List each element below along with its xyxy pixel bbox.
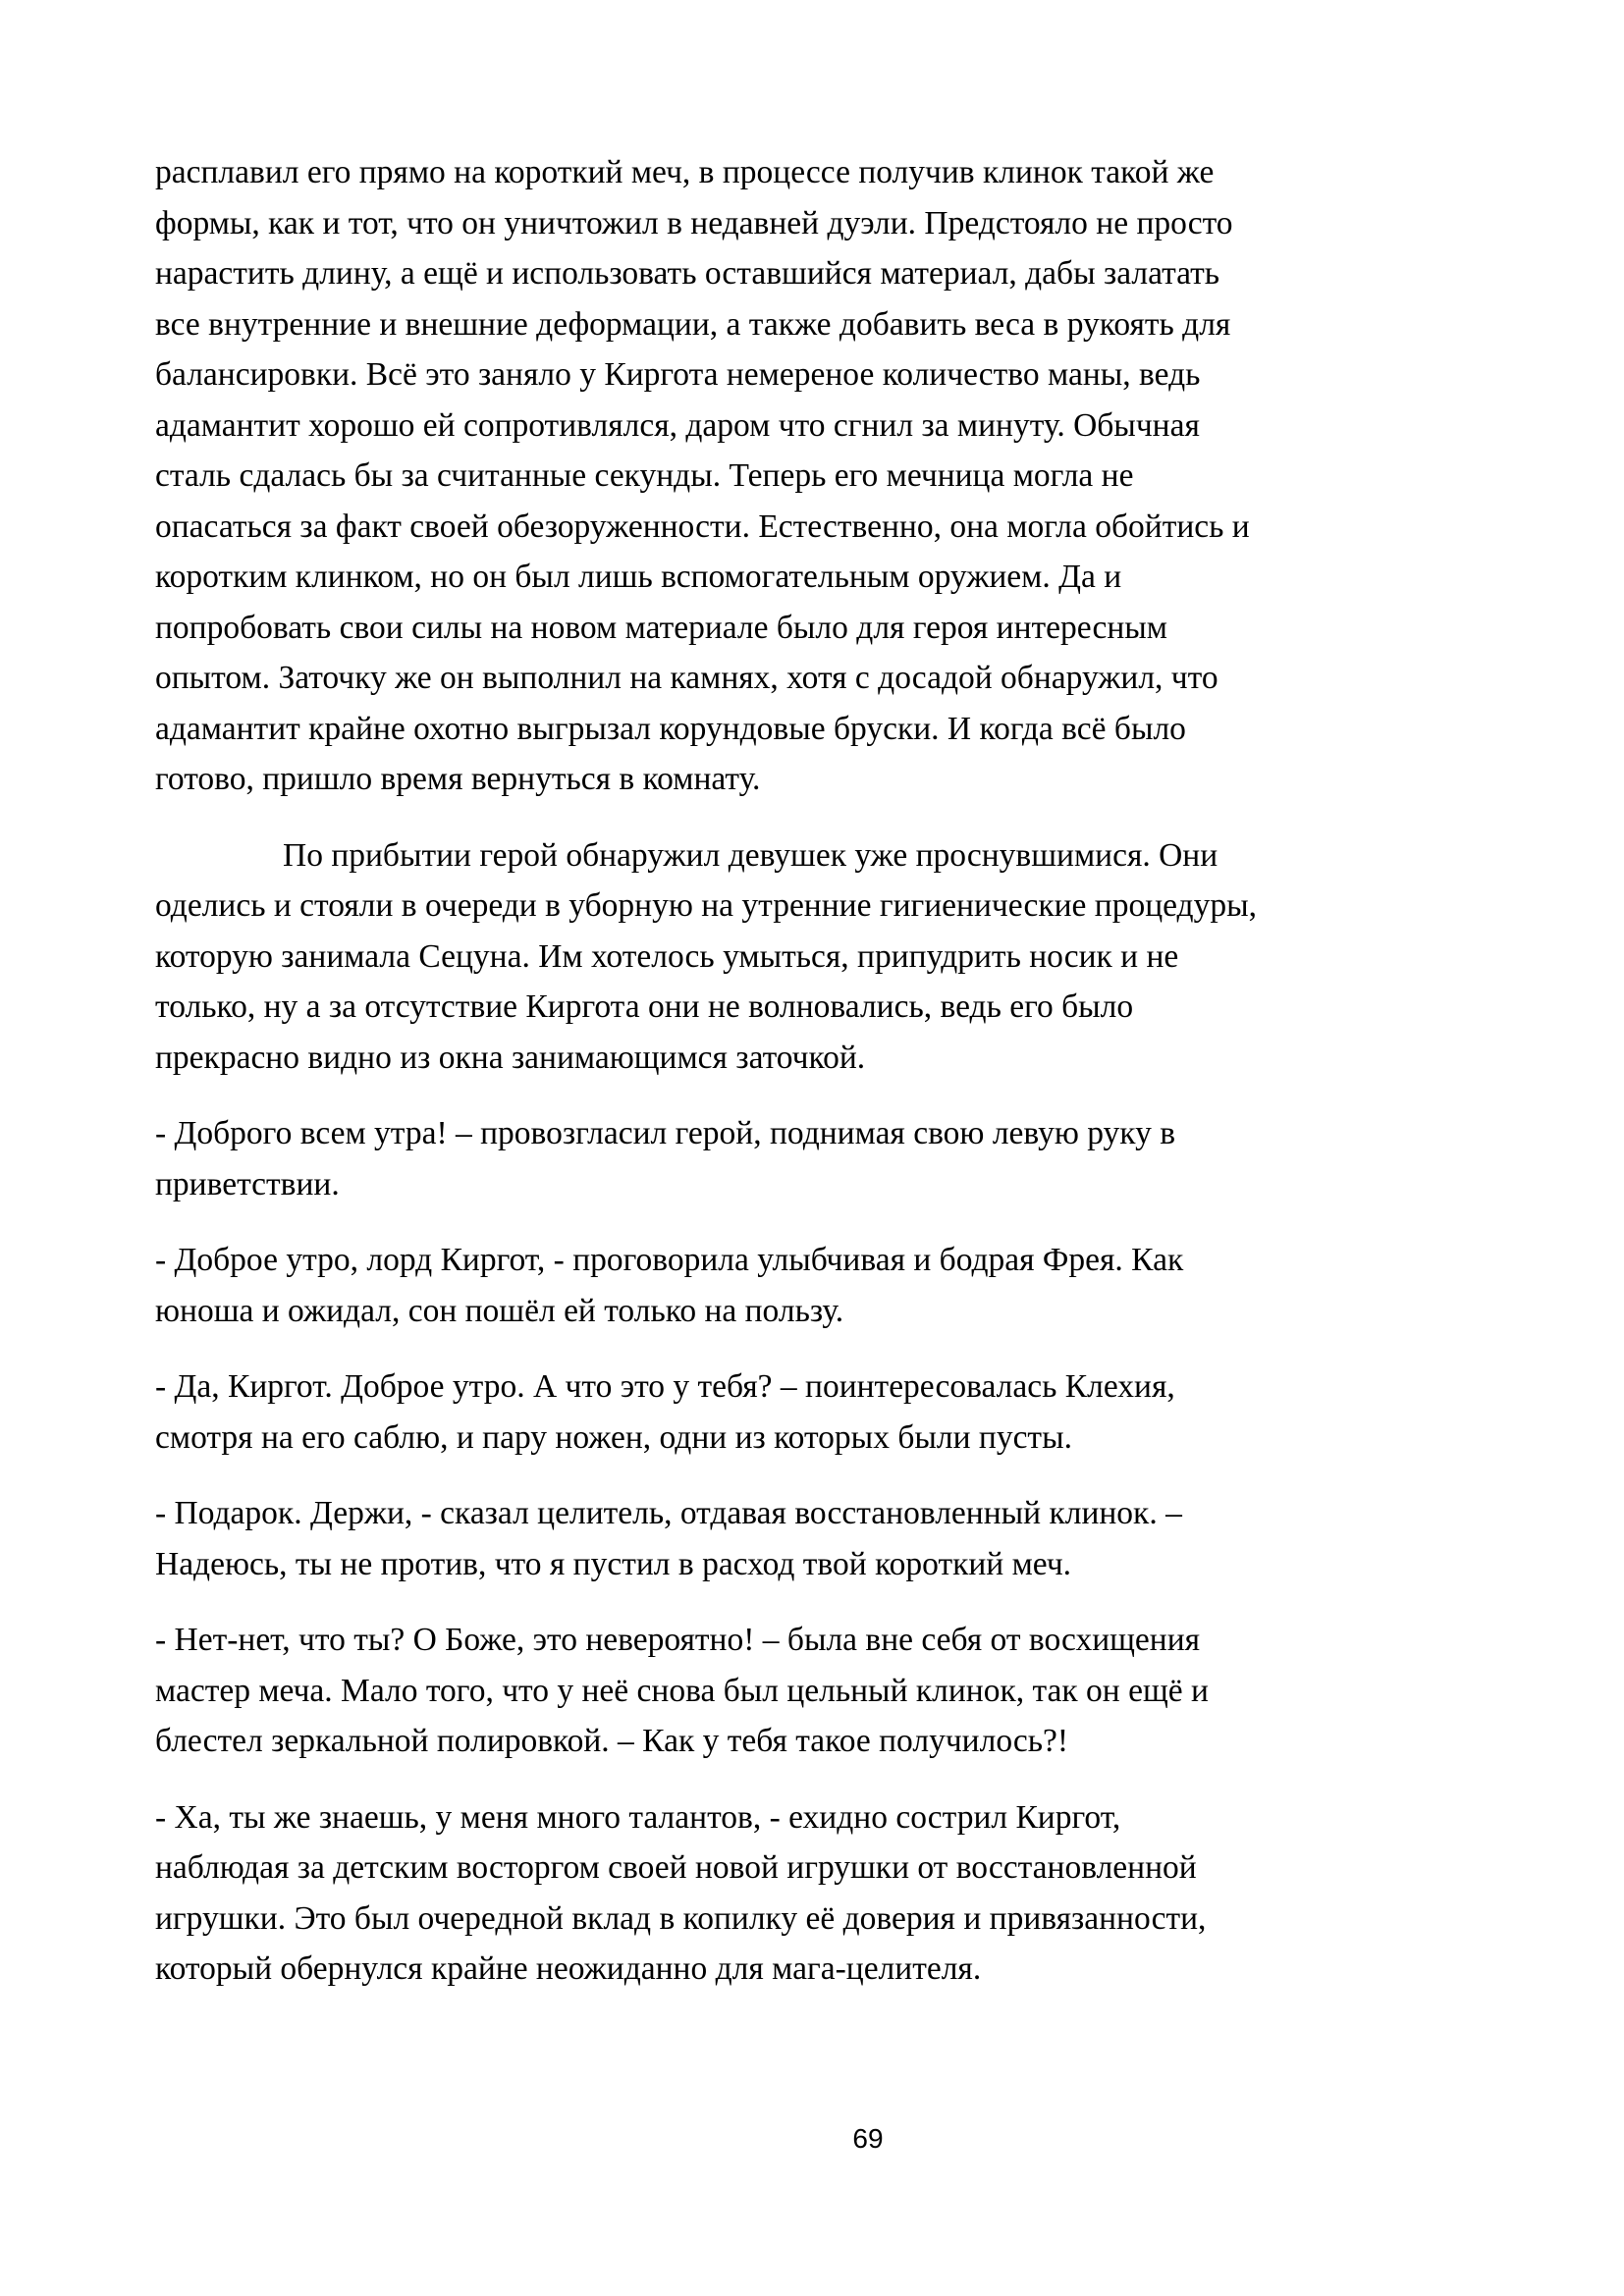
paragraph [155, 1488, 1481, 1589]
paragraph [155, 1792, 1481, 1995]
paragraph [155, 1362, 1481, 1463]
page-text [155, 147, 1481, 2020]
text-line: коротким клинком, но он был лишь вспомогательным оружием. Да и [155, 559, 1122, 595]
text-line: приветствии. [155, 1165, 340, 1202]
text-line: все внутренние и внешние деформации, а также добавить веса в рукоять для [155, 305, 1231, 343]
text-line: юноша и ожидал, сон пошёл ей только на пользу. [155, 1292, 844, 1329]
text-line: смотря на его саблю, и пару ножен, одни из которых были пусты. [155, 1418, 1072, 1456]
text-line: - Подарок. Держи, - сказал целитель, отдавая восстановленный клинок. – [155, 1495, 1182, 1531]
paragraph [155, 1108, 1481, 1209]
text-line: наблюдая за детским восторгом своей новой игрушки от восстановленной [155, 1849, 1197, 1886]
page-number: 69 [852, 2123, 884, 2154]
text-line: мастер меча. Мало того, что у неё снова был цельный клинок, так он ещё и [155, 1672, 1209, 1709]
text-line: опытом. Заточку же он выполнил на камнях, хотя с досадой обнаружил, что [155, 660, 1218, 696]
text-line: нарастить длину, а ещё и использовать оставшийся материал, дабы залатать [155, 255, 1220, 292]
text-line: адамантит хорошо ей сопротивлялся, даром что сгнил за минуту. Обычная [155, 406, 1200, 444]
text-line: оделись и стояли в очереди в уборную на утренние гигиенические процедуры, [155, 887, 1257, 924]
text-line: - Нет-нет, что ты? О Боже, это невероятно! – была вне себя от восхищения [155, 1622, 1201, 1658]
text-line: - Доброе утро, лорд Киргот, - проговорила улыбчивая и бодрая Фрея. Как [155, 1242, 1184, 1278]
text-line: адамантит крайне охотно выгрызал корундовые бруски. И когда всё было [155, 710, 1186, 747]
text-line: опасаться за факт своей обезоруженности. Естественно, она могла обойтись и [155, 507, 1250, 545]
paragraph [155, 147, 1481, 805]
text-line: игрушки. Это был очередной вклад в копилку её доверия и привязанности, [155, 1899, 1207, 1937]
text-line: По прибытии герой обнаружил девушек уже проснувшимися. Они [283, 836, 1218, 874]
text-line: который обернулся крайне неожиданно для мага-целителя. [155, 1950, 982, 1987]
paragraph [155, 1235, 1481, 1336]
text-line: готово, пришло время вернуться в комнату. [155, 761, 761, 797]
paragraph [155, 1615, 1481, 1767]
paragraph [155, 830, 1481, 1084]
text-line: - Да, Киргот. Доброе утро. А что это у тебя? – поинтересовалась Клехия, [155, 1368, 1175, 1405]
text-line: только, ну а за отсутствие Киргота они не волновались, ведь его было [155, 988, 1134, 1025]
text-line: попробовать свои силы на новом материале было для героя интересным [155, 609, 1167, 646]
text-line: которую занимала Сецуна. Им хотелось умыться, припудрить носик и не [155, 937, 1179, 975]
text-line: формы, как и тот, что он уничтожил в недавней дуэли. Предстояло не просто [155, 204, 1233, 241]
text-line: Надеюсь, ты не против, что я пустил в расход твой короткий меч. [155, 1545, 1072, 1582]
text-line: сталь сдалась бы за считанные секунды. Теперь его мечница могла не [155, 457, 1134, 494]
text-line: блестел зеркальной полировкой. – Как у тебя такое получилось?! [155, 1723, 1069, 1759]
text-line: балансировки. Всё это заняло у Киргота немереное количество маны, ведь [155, 356, 1201, 393]
text-line: - Ха, ты же знаешь, у меня много талантов, - ехидно сострил Киргот, [155, 1798, 1121, 1836]
text-line: - Доброго всем утра! – провозгласил герой, поднимая свою левую руку в [155, 1115, 1176, 1151]
text-line: расплавил его прямо на короткий меч, в процессе получив клинок такой же [155, 154, 1215, 190]
text-line: прекрасно видно из окна занимающимся заточкой. [155, 1039, 866, 1076]
